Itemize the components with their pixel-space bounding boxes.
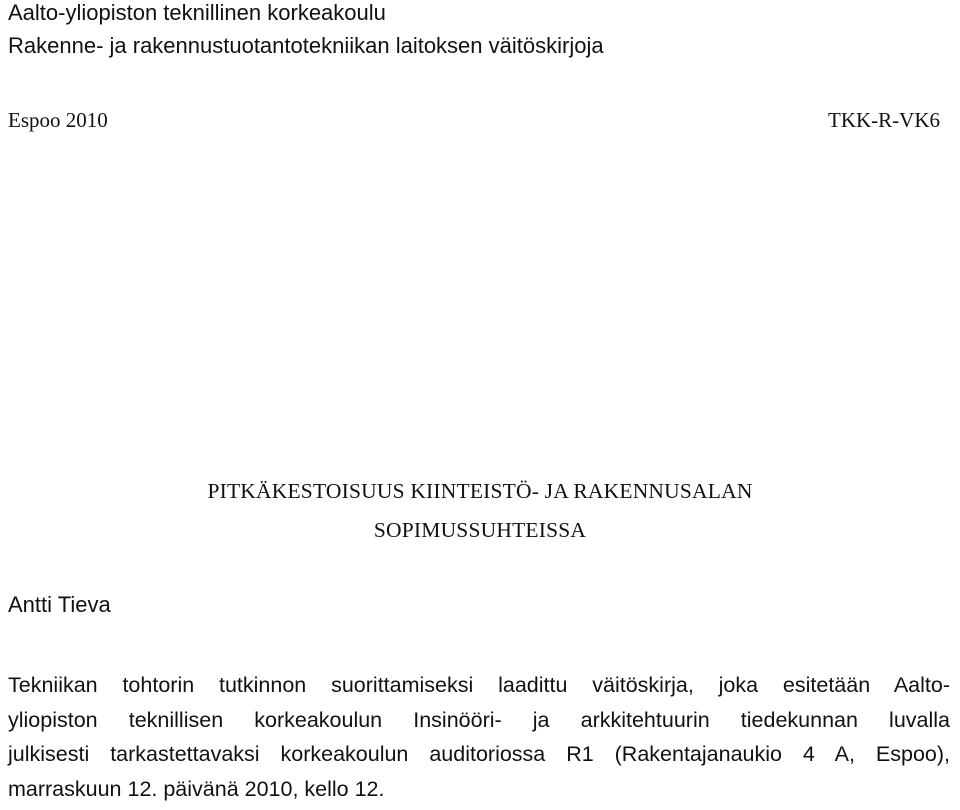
- dissertation-title-line-2: SOPIMUSSUHTEISSA: [373, 518, 587, 542]
- department-series-name: Rakenne- ja rakennustuotantotekniikan laitoksen väitöskirjoja: [8, 33, 604, 58]
- series-code: TKK-R-VK6: [828, 108, 940, 132]
- dissertation-title-line-1: PITKÄKESTOISUUS KIINTEISTÖ- JA RAKENNUSALAN: [207, 479, 753, 503]
- institution-name: Aalto-yliopiston teknillinen korkeakoulu: [8, 0, 386, 25]
- statement-line-3: julkisesti tarkastettavaksi korkeakoulun auditoriossa R1 (Rakentajanaukio 4 A, Espoo),: [8, 742, 950, 766]
- statement-line-1: Tekniikan tohtorin tutkinnon suorittamiseksi laadittu väitöskirja, joka esitetään Aalto-: [8, 673, 950, 697]
- place-and-year: Espoo 2010: [8, 108, 108, 132]
- author-name: Antti Tieva: [8, 592, 111, 617]
- statement-line-2: yliopiston teknillisen korkeakoulun Insinööri- ja arkkitehtuurin tiedekunnan luvalla: [8, 707, 950, 732]
- dissertation-statement: [8, 668, 950, 806]
- statement-line-4: marraskuun 12. päivänä 2010, kello 12.: [8, 776, 385, 801]
